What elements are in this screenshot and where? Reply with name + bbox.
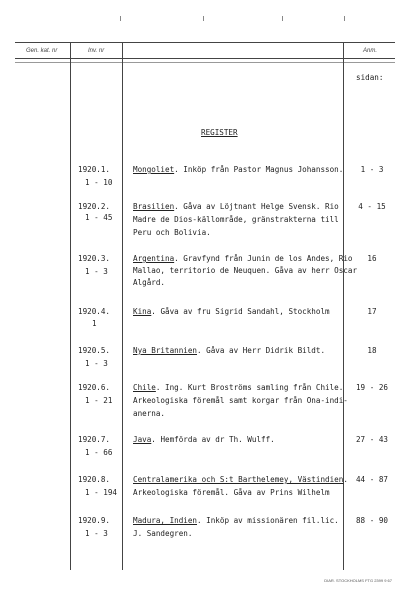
entry-description: Argentina. Gravfynd från Junin de los Andes, Rio <box>133 254 353 263</box>
column-rule-3 <box>343 42 344 570</box>
entry-pages: 27 - 43 <box>355 435 388 444</box>
entry-place: Centralamerika och S:t Barthelemey, Västindien <box>133 475 344 484</box>
register-title: REGISTER <box>201 128 238 137</box>
entry-description-line: Madre de Dios-källområde, gränstrakterna till <box>133 215 339 224</box>
tick-mark <box>120 16 121 21</box>
header-rule <box>15 58 395 59</box>
entry-description-line: Mallao, territorio de Neuquen. Gåva av herr Oscar <box>133 266 358 275</box>
entry-inv-nr: 1920.5. <box>78 346 111 355</box>
tick-mark <box>203 16 204 21</box>
entry-inv-nr: 1920.6. <box>78 383 111 392</box>
entry-description-line: Peru och Bolivia. <box>133 228 211 237</box>
top-rule <box>15 42 395 43</box>
header-gen-kat-nr: Gen. kat. nr <box>26 48 58 54</box>
entry-pages: 17 <box>367 307 377 316</box>
entry-range: 1 - 10 <box>85 178 113 187</box>
entry-place: Madura, Indien <box>133 516 198 525</box>
entry-range: 1 - 3 <box>85 529 108 538</box>
entry-range: 1 - 3 <box>85 359 108 368</box>
entry-description-line: Arkeologiska föremål samt korgar från Ona-indi- <box>133 396 348 405</box>
entry-pages: 88 - 90 <box>355 516 388 525</box>
entry-pages: 16 <box>367 254 377 263</box>
entry-inv-nr: 1920.7. <box>78 435 111 444</box>
entry-place: Kina <box>133 307 152 316</box>
entry-range: 1 - 66 <box>85 448 113 457</box>
entry-description-line: Arkeologiska föremål. Gåva av Prins Wilhelm <box>133 488 330 497</box>
entry-place: Brasilien <box>133 202 175 211</box>
entry-inv-nr: 1920.9. <box>78 516 111 525</box>
entry-description: Madura, Indien. Inköp av missionären fil.lic. <box>133 516 339 525</box>
entry-description: Mongoliet. Inköp från Pastor Magnus Johansson. <box>133 165 344 174</box>
entry-range: 1 - 194 <box>85 488 118 497</box>
sidan-label: sidan: <box>356 73 384 82</box>
entry-range: 1 - 21 <box>85 396 113 405</box>
column-rule-1 <box>70 42 71 570</box>
entry-inv-nr: 1920.4. <box>78 307 111 316</box>
entry-pages: 4 - 15 <box>358 202 386 211</box>
entry-inv-nr: 1920.2. <box>78 202 111 211</box>
entry-description: Chile. Ing. Kurt Broströms samling från Chile. <box>133 383 344 392</box>
header-inv-nr: Inv. nr <box>88 48 105 54</box>
header-anm: Anm. <box>363 48 378 54</box>
entry-pages: 1 - 3 <box>360 165 384 174</box>
entry-pages: 44 - 87 <box>355 475 388 484</box>
entry-pages: 18 <box>367 346 377 355</box>
entry-description: Centralamerika och S:t Barthelemey, Västindien. <box>133 475 348 484</box>
entry-place: Java <box>133 435 152 444</box>
print-footer: DIAR. STOCKHOLMS FTG 2399 9 67 <box>324 578 392 583</box>
entry-description: Nya Britannien. Gåva av Herr Didrik Bildt. <box>133 346 326 355</box>
entry-pages: 19 - 26 <box>355 383 388 392</box>
entry-range: 1 - 3 <box>85 267 108 276</box>
entry-place: Mongoliet <box>133 165 175 174</box>
entry-description: Java. Hemförda av dr Th. Wulff. <box>133 435 275 444</box>
tick-mark <box>344 16 345 21</box>
entry-place: Argentina <box>133 254 175 263</box>
entry-description: Kina. Gåva av fru Sigrid Sandahl, Stockholm <box>133 307 330 316</box>
entry-place: Nya Britannien <box>133 346 198 355</box>
subheader-rule <box>15 62 395 63</box>
entry-description-line: anerna. <box>133 409 166 418</box>
entry-inv-nr: 1920.1. <box>78 165 111 174</box>
entry-description-line: J. Sandegren. <box>133 529 193 538</box>
entry-place: Chile <box>133 383 156 392</box>
entry-description-line: Algård. <box>133 278 166 287</box>
entry-range: 1 - 45 <box>85 213 113 222</box>
entry-inv-nr: 1920.8. <box>78 475 111 484</box>
entry-description: Brasilien. Gåva av Löjtnant Helge Svensk. Rio <box>133 202 339 211</box>
entry-inv-nr: 1920.3. <box>78 254 111 263</box>
entry-range: 1 <box>92 319 97 328</box>
tick-mark <box>282 16 283 21</box>
